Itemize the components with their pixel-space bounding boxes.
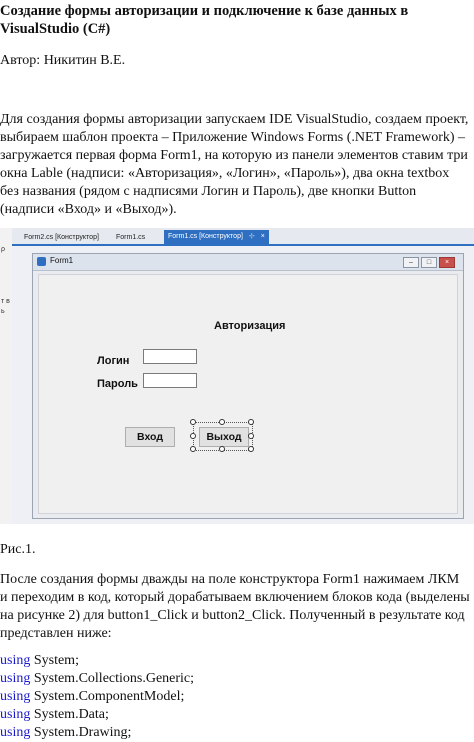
code-keyword: using — [0, 725, 31, 740]
document-title: Создание формы авторизации и подключение к базе данных в VisualStudio (С#) — [0, 3, 409, 37]
resize-handle[interactable] — [248, 419, 254, 425]
ide-screenshot — [0, 228, 474, 524]
designer-surface — [12, 246, 474, 524]
exit-button[interactable]: Выход — [199, 427, 249, 447]
maximize-button[interactable]: □ — [421, 257, 437, 268]
close-icon[interactable]: × — [260, 233, 265, 240]
resize-handle[interactable] — [190, 433, 196, 439]
form-title-bar — [33, 254, 463, 271]
close-button[interactable]: × — [439, 257, 455, 268]
code-keyword: using — [0, 653, 31, 668]
code-text: System; — [30, 653, 79, 668]
figure-caption: Рис.1. — [0, 542, 36, 557]
code-line — [0, 706, 470, 724]
second-paragraph: После создания формы дважды на поле конструктора Form1 нажимаем ЛКМ и переходим в код, который дорабатываем включением блоков кода (выделены на рисунке 2) для button1_Click и button2_Click. Полученный в результате код представлен ниже: — [0, 572, 470, 641]
author-line: Автор: Никитин В.Е. — [0, 53, 126, 68]
code-keyword: using — [0, 707, 31, 722]
left-strip-label: ρ — [1, 246, 5, 253]
form-client-area — [38, 274, 458, 514]
password-label: Пароль — [97, 378, 138, 390]
login-label: Логин — [97, 355, 130, 367]
form-title: Form1 — [50, 256, 74, 265]
form1-window[interactable] — [32, 253, 464, 519]
tab-label: Form1.cs — [116, 234, 146, 241]
code-line — [0, 688, 470, 706]
minimize-button[interactable]: – — [403, 257, 419, 268]
resize-handle[interactable] — [190, 419, 196, 425]
code-text: System.Data; — [30, 707, 109, 722]
tab-label: Form2.cs [Конструктор] — [24, 234, 99, 241]
code-keyword: using — [0, 671, 31, 686]
tab-form2-designer[interactable] — [20, 231, 103, 244]
code-line — [0, 652, 470, 670]
tab-form1-designer[interactable] — [164, 230, 269, 244]
resize-handle[interactable] — [190, 446, 196, 452]
enter-button[interactable]: Вход — [125, 427, 175, 447]
form-icon — [37, 257, 46, 266]
pin-icon[interactable]: ⊹ — [248, 233, 255, 240]
left-strip-label: ь — [1, 308, 5, 315]
code-line — [0, 670, 470, 688]
code-keyword: using — [0, 689, 31, 704]
intro-paragraph: Для создания формы авторизации запускаем IDE VisualStudio, создаем проект, выбираем шаблон проекта – Приложение Windows Forms (.NET Framework) – загружается первая форма Form1, на которую из панели элементов ставим три окна Lable (надписи: «Авторизация», «Логин», «Пароль»), два окна textbox без названия (рядом с надписями Логин и Пароль), две кнопки Button (надписи «Вход» и «Выход»). — [0, 112, 469, 217]
editor-tab-bar — [12, 228, 474, 246]
resize-handle[interactable] — [248, 446, 254, 452]
code-text: System.Collections.Generic; — [30, 671, 195, 686]
auth-label: Авторизация — [214, 320, 286, 332]
left-strip-label: т в — [1, 298, 10, 305]
resize-handle[interactable] — [248, 433, 254, 439]
tab-form1-code[interactable] — [112, 231, 149, 244]
password-textbox[interactable] — [143, 373, 197, 388]
login-textbox[interactable] — [143, 349, 197, 364]
code-line — [0, 724, 470, 742]
code-text: System.ComponentModel; — [30, 689, 185, 704]
resize-handle[interactable] — [219, 419, 225, 425]
code-listing — [0, 652, 470, 742]
code-text: System.Drawing; — [30, 725, 132, 740]
tab-label: Form1.cs [Конструктор] — [168, 233, 243, 240]
resize-handle[interactable] — [219, 446, 225, 452]
